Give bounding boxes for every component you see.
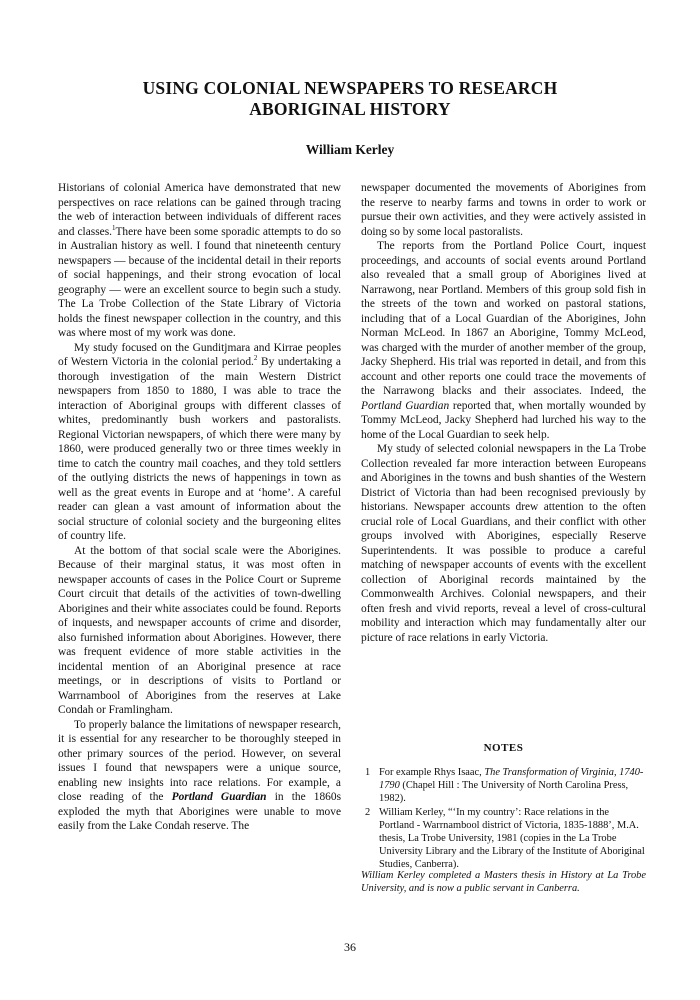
paragraph-4: To properly balance the limitations of newspaper research, it is essential for any researcher to be thoroughly steeped in other primary sources of the period. However, on several issues I found that newspapers were a unique source, enabling new insights into race relations. For example, a close reading of the Portland Guardian in the 1860s exploded the myth that Aborigines were unable to move easily from the Lake Condah reserve. The xyxy=(58,718,341,832)
body-column-left xyxy=(58,181,341,834)
page-number: 36 xyxy=(344,940,356,954)
body-column-right xyxy=(361,181,646,645)
author-name: William Kerley xyxy=(305,142,395,157)
note-number: 2 xyxy=(365,807,371,818)
note-number: 1 xyxy=(365,767,371,778)
notes-heading: NOTES xyxy=(483,742,524,754)
author-bio: William Kerley completed a Masters thesis in History at La Trobe University, and is now a public servant in Canberra. xyxy=(361,870,646,894)
paragraph-3: At the bottom of that social scale were the Aborigines. Because of their marginal status, it was most often in newspaper accounts of cases in the Police Court or Supreme Court circuit that details of the activities of town-dwelling Aborigines and their white associates could be found. Reports of inquests, and newspaper accounts of crime and disorder, also furnished information about Aborigines. However, there was frequent evidence of more stable activities in the incidental mention of an Aboriginal presence at race meetings, or in descriptions of visits to Portland or Warrnambool of Aborigines from the reserves at Lake Condah or Framlingham. xyxy=(58,544,341,716)
paragraph-2: My study focused on the Gunditjmara and Kirrae peoples of Western Victoria in the colonial period.$^2$ By undertaking a thorough investigation of the main Western District newspapers from 1850 to 1880, I was able to trace the interaction of Aboriginal groups with different classes of whites, predominantly bush workers and pastoralists. Regional Victorian newspapers, of which there were many by 1860, were produced generally two or three times weekly in time to catch the country mail coaches, and they told settlers of the outlying districts the news of happenings in town as well as the great events in Europe and at ‘home’. A careful reader can glean a vast amount of information about the social structure of colonial society and the burgeoning elites of country life. xyxy=(58,341,341,542)
article-title xyxy=(0,78,700,120)
note-item: 1 For example Rhys Isaac, The Transformation of Virginia, 1740-1790 (Chapel Hill : The University of North Carolina Press, 1982). xyxy=(365,767,644,804)
newspaper-title: Portland Guardian xyxy=(361,399,450,412)
footnote-ref-1: 1 xyxy=(111,223,116,232)
article-title-line-1: USING COLONIAL NEWSPAPERS TO RESEARCH xyxy=(142,78,558,98)
article-title-line-2: ABORIGINAL HISTORY xyxy=(249,99,451,119)
newspaper-title: Portland Guardian xyxy=(171,791,267,803)
paragraph-4-continued: newspaper documented the movements of Aborigines from the reserve to nearby farms and towns in order to work or pursue their own activities, and they were actively assisted in doing so by some local pastoralists. xyxy=(361,182,646,238)
note-item: 2 William Kerley, “‘In my country’: Race relations in the Portland - Warrnambool district of Victoria, 1835-1888’, M.A. thesis, La Trobe University, 1981 (copies in the La Trobe University Library and the Library of the Institute of Aboriginal Studies, Canberra). xyxy=(365,807,645,870)
paragraph-1: Historians of colonial America have demonstrated that new perspectives on race relations can be gained through tracing the web of interaction between individuals of different races and classes.$^1$There have been some sporadic attempts to do so in Australian history as well. I found that nineteenth century newspapers — because of the incidental detail in their reports of social happenings, and their strong evocation of local geography — were an excellent source to begin such a study. The La Trobe Collection of the State Library of Victoria holds the finest newspaper collection in the country, and this was where most of my work was done. xyxy=(58,182,341,339)
notes-list xyxy=(361,766,646,872)
paragraph-6: My study of selected colonial newspapers in the La Trobe Collection revealed far more interaction between Europeans and Aborigines in the towns and bush shanties of the Western District of Victoria than had been recognised previously by historians. Newspaper accounts drew attention to the often crucial role of Local Guardians, and their conflict with other groups involved with Aborigines, especially Reserve Superintendents. It was possible to produce a careful matching of newspaper accounts of events with the excellent collection of Aboriginal records maintained by the Commonwealth Archives. Colonial newspapers, and their often fresh and vivid reports, reveal a level of cross-cultural mobility and interaction which may fundamentally alter our picture of race relations in early Victoria. xyxy=(361,443,646,644)
paragraph-5: The reports from the Portland Police Court, inquest proceedings, and accounts of social events around Portland also revealed that a small group of Aborigines lived at Narrawong, near Portland. Members of this group sold fish in the streets of the town and worked on pastoral stations, including that of a Local Guardian of the Aborigines, John Norman McLeod. In 1867 an Aborigine, Tommy McLeod, was charged with the murder of another member of the group, Jacky Shepherd. His trial was reported in detail, and from this account and other reports one could trace the movements of the Narrawong blacks and their associates. Indeed, the Portland Guardian reported that, when mortally wounded by Tommy McLeod, Jacky Shepherd had lurched his way to the home of the Local Guardian to seek help. xyxy=(361,240,646,441)
footnote-ref-2: 2 xyxy=(253,354,258,363)
